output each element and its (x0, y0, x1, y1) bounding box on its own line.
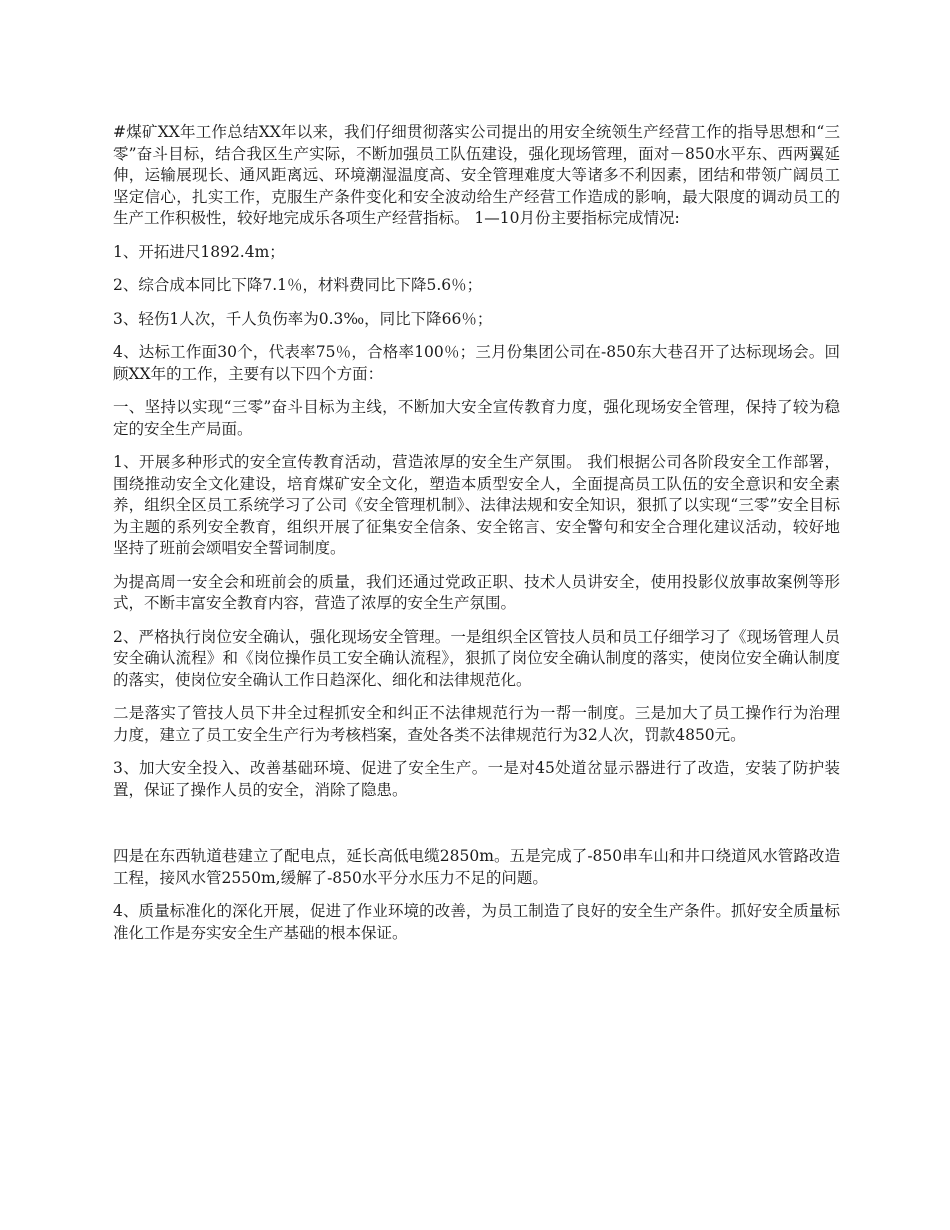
subsection-3-cont: 四是在东西轨道巷建立了配电点，延长高低电缆2850m。五是完成了-850串车山和井口绕道风水管路改造工程，接风水管2550m,缓解了-850水平分水压力不足的问题。 (113, 847, 840, 887)
subsection-1-cont: 为提高周一安全会和班前会的质量，我们还通过党政正职、技术人员讲安全，使用投影仪放事故案例等形式，不断丰富安全教育内容，营造了浓厚的安全生产氛围。 (113, 572, 840, 612)
intro-paragraph: #煤矿XX年工作总结XX年以来，我们仔细贯彻落实公司提出的用安全统领生产经营工作的指导思想和“三零”奋斗目标，结合我区生产实际，不断加强员工队伍建设，强化现场管理，面对－850水平东、西两翼延伸，运输展现长、通风距离远、环境潮湿温度高、安全管理难度大等诸多不利因素，团结和带领广阔员工坚定信心，扎实工作，克服生产条件变化和安全波动给生产经营工作造成的影响，最大限度的调动员工的生产工作积极性，较好地完成乐各项生产经营指标。 1—10月份主要指标完成情况: (113, 123, 840, 227)
indicator-item-2: 2、综合成本同比下降7.1％，材料费同比下降5.6％； (113, 276, 483, 294)
indicator-item-1: 1、开拓进尺1892.4m； (113, 242, 285, 261)
indicator-item-4: 4、达标工作面30个，代表率75％，合格率100％；三月份集团公司在-850东大巷召开了达标现场会。回顾XX年的工作，主要有以下四个方面： (113, 343, 840, 383)
section-heading-1: 一、坚持以实现“三零”奋斗目标为主线，不断加大安全宣传教育力度，强化现场安全管理，保持了较为稳定的安全生产局面。 (113, 398, 840, 438)
paragraph-gap (113, 813, 840, 846)
subsection-1: 1、开展多种形式的安全宣传教育活动，营造浓厚的安全生产氛围。 我们根据公司各阶段安全工作部署，围绕推动安全文化建设，培育煤矿安全文化，塑造本质型安全人，全面提高员工队伍的安全意识和安全素养，组织全区员工系统学习了公司《安全管理机制》、法律法规和安全知识，狠抓了以实现“三零”安全目标为主题的系列安全教育，组织开展了征集安全信条、安全铭言、安全警句和安全合理化建议活动，较好地坚持了班前会颂唱安全誓词制度。 (113, 453, 840, 557)
subsection-2-cont: 二是落实了管技人员下井全过程抓安全和纠正不法律规范行为一帮一制度。三是加大了员工操作行为治理力度，建立了员工安全生产行为考核档案，查处各类不法律规范行为32人次，罚款4850元。 (113, 704, 840, 744)
subsection-4: 4、质量标准化的深化开展，促进了作业环境的改善，为员工制造了良好的安全生产条件。抓好安全质量标准化工作是夯实安全生产基础的根本保证。 (113, 902, 840, 942)
indicator-item-3: 3、轻伤1人次，千人负伤率为0.3‰，同比下降66％； (113, 309, 493, 328)
document-body (113, 122, 840, 956)
subsection-2: 2、严格执行岗位安全确认，强化现场安全管理。一是组织全区管技人员和员工仔细学习了《现场管理人员安全确认流程》和《岗位操作员工安全确认流程》，狠抓了岗位安全确认制度的落实，使岗位安全确认制度的落实，使岗位安全确认工作日趋深化、细化和法律规范化。 (113, 627, 840, 689)
subsection-3: 3、加大安全投入、改善基础环境、促进了安全生产。一是对45处道岔显示器进行了改造，安装了防护装置，保证了操作人员的安全，消除了隐患。 (113, 759, 840, 799)
